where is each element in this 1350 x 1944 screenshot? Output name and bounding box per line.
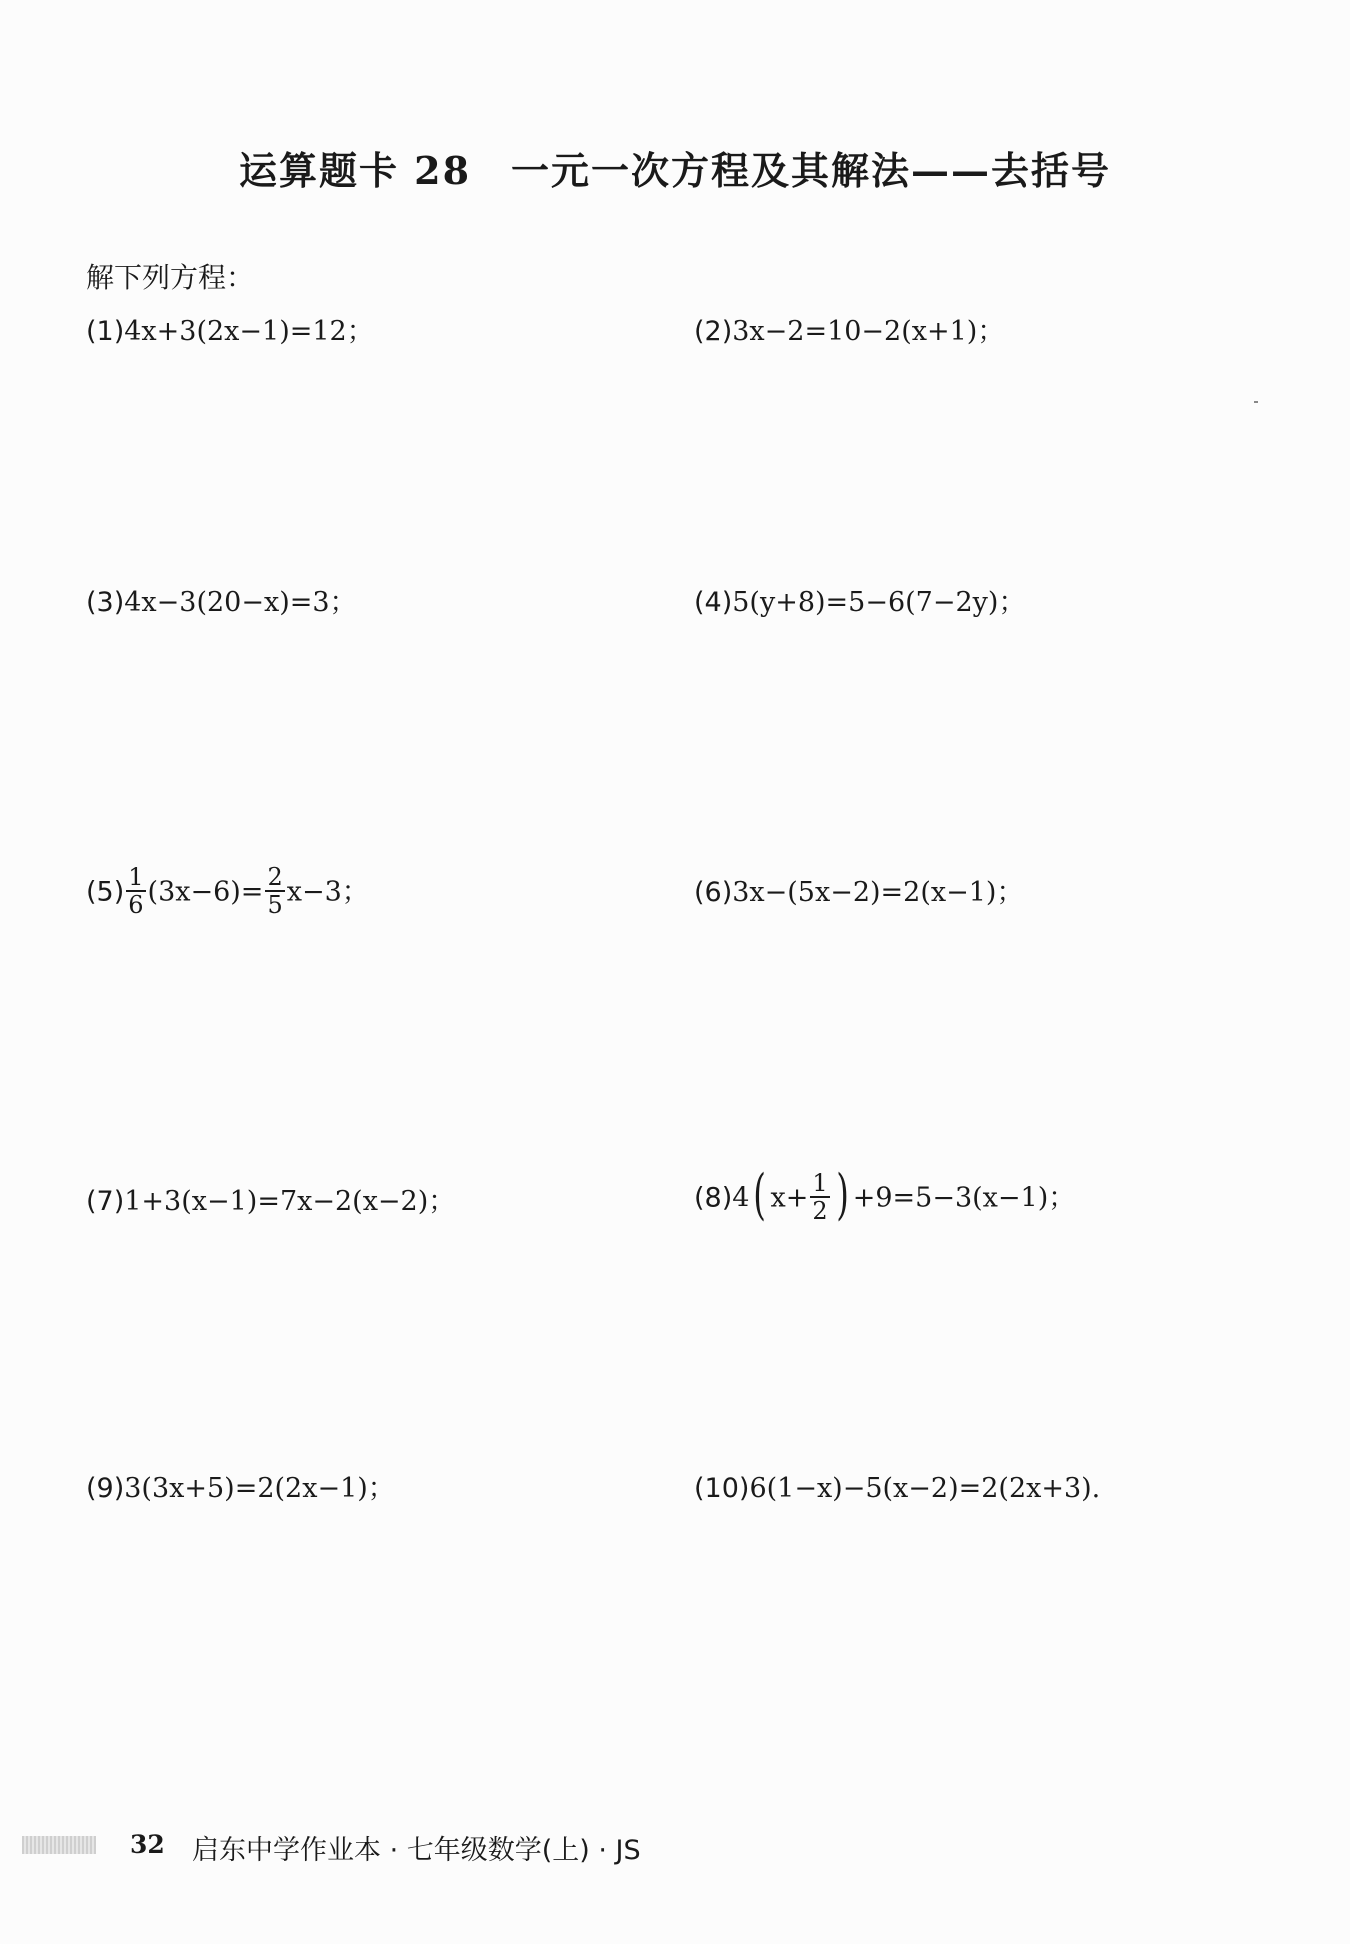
problem-9-equation: 3(3x+5)=2(2x−1)； [124,1473,395,1504]
fraction-one-half [810,1170,829,1224]
problem-4-equation: 5(y+8)=5−6(7−2y)； [732,587,1026,618]
fraction-one-sixth [126,864,145,918]
problem-8-inner: x+ [770,1182,809,1214]
fraction-denominator: 5 [267,891,283,919]
problem-8-pre: 4 [732,1182,750,1214]
footer-gray-bar [22,1836,96,1854]
problem-3-label: (3) [86,587,125,618]
fraction-numerator: 2 [267,863,283,891]
problem-3-equation: 4x−3(20−x)=3； [124,587,357,618]
problem-2 [694,312,1004,352]
problem-1 [86,312,374,352]
problem-4 [694,583,1025,623]
problem-5-end: x−3； [286,876,369,908]
book-title: 启东中学作业本 · 七年级数学(上) · JS [192,1835,641,1866]
problem-6-equation: 3x−(5x−2)=2(x−1)； [732,877,1024,908]
problem-9-label: (9) [86,1473,125,1504]
problem-5 [86,863,369,920]
problem-2-label: (2) [694,316,733,347]
problem-6 [694,873,1023,913]
right-paren: ) [835,1163,849,1226]
problem-5-label: (5) [86,876,125,908]
problem-8-post: +9=5−3(x−1)； [852,1182,1076,1214]
left-paren: ( [753,1163,767,1226]
problem-3 [86,583,357,623]
problem-7 [86,1182,455,1222]
problem-10 [694,1469,1100,1509]
problem-5-middle: (3x−6)= [147,876,264,908]
problem-9 [86,1469,395,1509]
problem-4-label: (4) [694,587,733,618]
problem-10-equation: 6(1−x)−5(x−2)=2(2x+3). [749,1473,1101,1504]
problem-6-label: (6) [694,877,733,908]
page-number: 32 [130,1830,165,1859]
fraction-denominator: 2 [812,1197,828,1225]
problem-1-label: (1) [86,316,125,347]
fraction-two-fifths [265,864,284,918]
problem-8-label: (8) [694,1182,733,1214]
instruction-text: 解下列方程： [86,261,255,294]
problem-1-equation: 4x+3(2x−1)=12； [124,316,374,347]
fraction-numerator: 1 [128,863,144,891]
problem-10-label: (10) [694,1473,750,1504]
problem-7-label: (7) [86,1186,125,1217]
fraction-denominator: 6 [128,891,144,919]
fraction-numerator: 1 [812,1169,828,1197]
problem-2-equation: 3x−2=10−2(x+1)； [732,316,1005,347]
problem-8 [694,1163,1076,1226]
scan-speck [1254,401,1258,403]
problem-7-equation: 1+3(x−1)=7x−2(x−2)； [124,1186,456,1217]
page-title: 运算题卡 28 一元一次方程及其解法——去括号 [238,148,1112,193]
